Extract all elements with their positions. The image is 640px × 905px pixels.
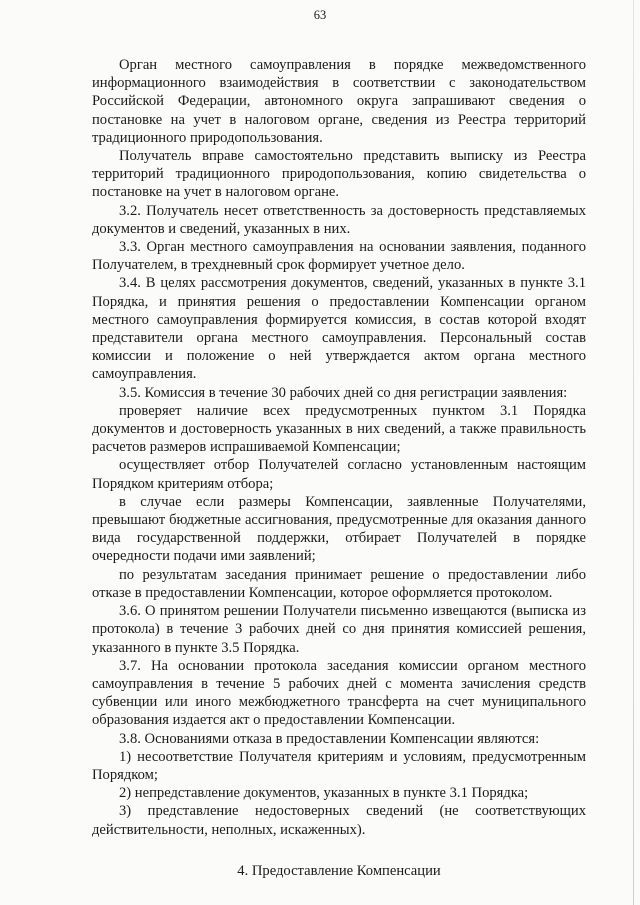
paragraph: 1) несоответствие Получателя критериям и условиям, предусмотренным Порядком; — [92, 748, 586, 783]
paragraph: осуществляет отбор Получателей согласно установленным настоящим Порядком критериям отбора; — [92, 457, 586, 492]
paragraph: 3.5. Комиссия в течение 30 рабочих дней со дня регистрации заявления: — [119, 384, 568, 401]
paragraph: в случае если размеры Компенсации, заявленные Получателями, превышают бюджетные ассигнования, предусмотренные для оказания данного вида государственной поддержки, отбирает Получателей в порядке очередности подачи ими заявлений; — [92, 493, 586, 565]
scan-edge-line — [633, 0, 634, 905]
paragraph: 2) непредставление документов, указанных в пункте 3.1 Порядка; — [119, 785, 529, 802]
paragraph: 3.8. Основаниями отказа в предоставлении Компенсации являются: — [119, 730, 540, 747]
document-body — [92, 56, 586, 880]
paragraph: 3.7. На основании протокола заседания комиссии органом местного самоуправления в течение 5 рабочих дней с момента зачисления средств субвенции или иного межбюджетного трансферта на счет муниципального образования издается акт о предоставлении Компенсации. — [92, 657, 586, 729]
paragraph: 3.6. О принятом решении Получатели письменно извещаются (выписка из протокола) в течение 3 рабочих дней со дня принятия комиссией решения, указанного в пункте 3.5 Порядка. — [92, 603, 586, 656]
paragraph: Орган местного самоуправления в порядке межведомственного информационного взаимодействия в соответствии с законодательством Российской Федерации, автономного округа запрашивают сведения о постановке на учет в налоговом органе, сведения из Реестра территорий традиционного природопользования. — [92, 57, 586, 146]
paragraph: 3) представление недостоверных сведений (не соответствующих действительности, неполных, искаженных). — [92, 803, 586, 838]
paragraph: по результатам заседания принимает решение о предоставлении либо отказе в предоставлении Компенсации, которое оформляется протоколом. — [92, 566, 586, 601]
page-number: 63 — [313, 8, 327, 22]
paragraph: 3.3. Орган местного самоуправления на основании заявления, поданного Получателем, в трехдневный срок формирует учетное дело. — [92, 239, 586, 274]
paragraph: Получатель вправе самостоятельно представить выписку из Реестра территорий традиционного природопользования, копию свидетельства о постановке на учет в налоговом органе. — [92, 148, 586, 201]
section-heading: 4. Предоставление Компенсации — [237, 862, 441, 879]
paragraph: 3.4. В целях рассмотрения документов, сведений, указанных в пункте 3.1 Порядка, и принятия решения о предоставлении Компенсации органом местного самоуправления формируется комиссия, в состав которой входят представители органа местного самоуправления. Персональный состав комиссии и положение о ней утверждается актом органа местного самоуправления. — [92, 275, 586, 383]
paragraph: 3.2. Получатель несет ответственность за достоверность представляемых документов и сведений, указанных в них. — [92, 202, 586, 237]
paragraph: проверяет наличие всех предусмотренных пунктом 3.1 Порядка документов и достоверность указанных в них сведений, а также правильность расчетов размеров испрашиваемой Компенсации; — [92, 402, 586, 456]
